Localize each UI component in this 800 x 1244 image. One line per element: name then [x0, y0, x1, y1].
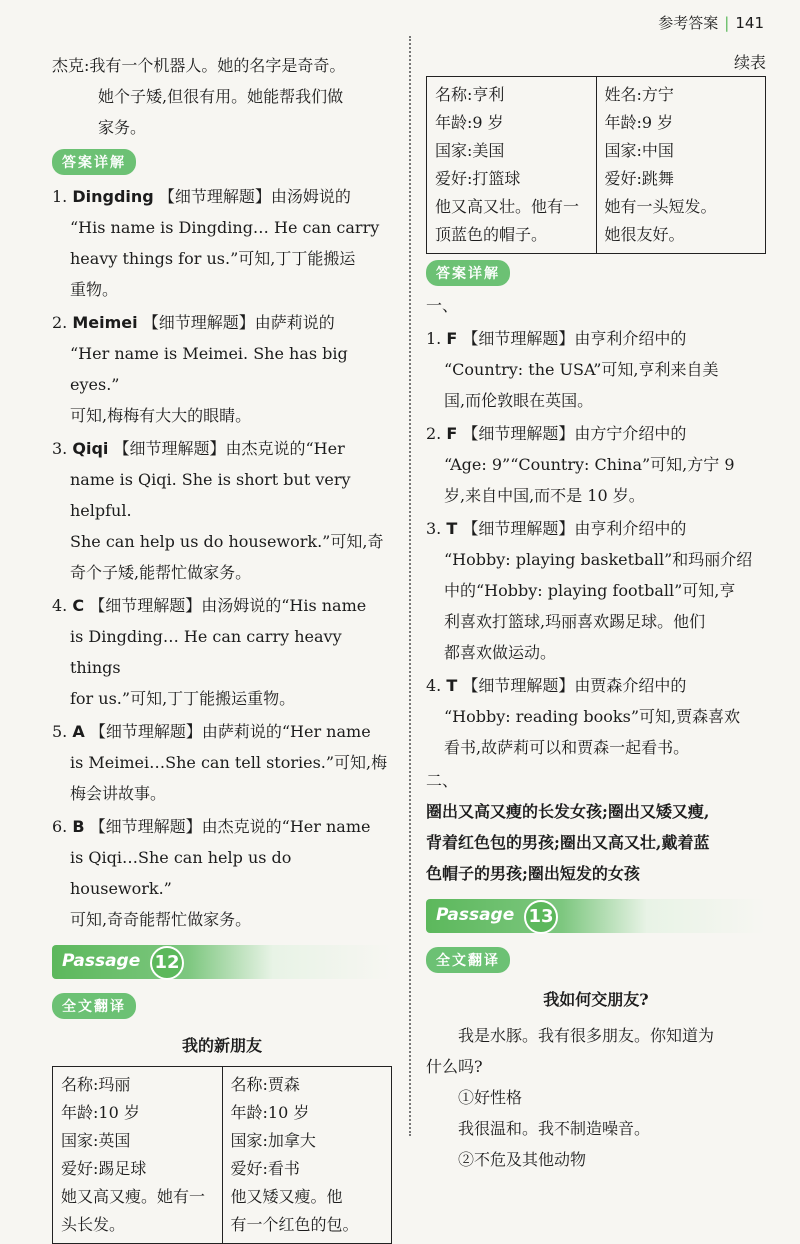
answer-key: Meimei	[72, 313, 138, 332]
intro-line: 家务。	[98, 118, 147, 137]
section-two-line: 圈出又高又瘦的长发女孩;圈出又矮又瘦,	[426, 802, 710, 821]
passage-label: Passage	[436, 905, 515, 925]
section-two-line: 色帽子的男孩;圈出短发的女孩	[426, 864, 640, 883]
passage-banner	[52, 945, 392, 979]
passage-label: Passage	[62, 951, 141, 971]
answer-key: B	[72, 817, 85, 836]
translation-badge: 全文翻译	[52, 993, 136, 1019]
right-column	[426, 50, 766, 1175]
answer-item: 2. F 【细节理解题】由方宁介绍中的 “Age: 9”“Country: China”可知,方宁 9 岁,来自中国,而不是 10 岁。	[426, 424, 735, 505]
answer-item: 4. C 【细节理解题】由汤姆说的“His name is Dingding… He can carry heavy things for us.”可知,丁丁能搬运重物。	[52, 596, 367, 708]
answer-item: 3. Qiqi 【细节理解题】由杰克说的“Her name is Qiqi. She is short but very helpful. She can help us do housework.”可知,奇 奇个子矮,能帮忙做家务。	[52, 439, 384, 582]
continued-label: 续表	[733, 53, 766, 72]
profile-table	[426, 76, 766, 254]
answer-key: T	[446, 676, 458, 695]
body-line: 我很温和。我不制造噪音。	[458, 1119, 651, 1138]
answer-item: 4. T 【细节理解题】由贾森介绍中的 “Hobby: reading books”可知,贾森喜欢 看书,故萨莉可以和贾森一起看书。	[426, 676, 741, 757]
header-separator: |	[724, 14, 730, 32]
intro-line: 她个子矮,但很有用。她能帮我们做	[98, 87, 344, 106]
answer-item: 1. F 【细节理解题】由亨利介绍中的 “Country: the USA”可知,亨利来自美 国,而伦敦眼在英国。	[426, 329, 719, 410]
section-number: 一、	[426, 296, 459, 315]
profile-cell: 名称:亨利 年龄:9 岁 国家:美国 爱好:打篮球 他又高又壮。他有一 顶蓝色的帽子。	[427, 77, 597, 254]
column-divider	[409, 36, 411, 1136]
left-column	[52, 50, 392, 1244]
body-line: ①好性格	[458, 1088, 523, 1107]
translation-title: 我如何交朋友?	[543, 990, 649, 1009]
answer-key: C	[72, 596, 85, 615]
answer-explanation-badge: 答案详解	[52, 149, 136, 175]
translation-title: 我的新朋友	[181, 1036, 262, 1055]
passage-number: 13	[524, 900, 558, 934]
section-title: 参考答案	[658, 14, 719, 32]
answer-item: 3. T 【细节理解题】由亨利介绍中的 “Hobby: playing basketball”和玛丽介绍 中的“Hobby: playing football”可知,亨 利喜欢打篮球,玛丽喜欢踢足球。他们 都喜欢做运动。	[426, 519, 753, 662]
section-number: 二、	[426, 771, 459, 790]
profile-cell: 名称:玛丽 年龄:10 岁 国家:英国 爱好:踢足球 她又高又瘦。她有一 头长发。	[53, 1067, 223, 1244]
answer-key: F	[446, 424, 458, 443]
passage-banner	[426, 899, 766, 933]
translation-badge: 全文翻译	[426, 947, 510, 973]
body-line: 什么吗?	[426, 1057, 483, 1076]
answer-item: 2. Meimei 【细节理解题】由萨莉说的 “Her name is Meimei. She has big eyes.” 可知,梅梅有大大的眼睛。	[52, 313, 348, 425]
section-two-line: 背着红色包的男孩;圈出又高又壮,戴着蓝	[426, 833, 710, 852]
passage-number: 12	[150, 946, 184, 980]
page-number: 141	[735, 14, 764, 32]
answer-key: Dingding	[72, 187, 154, 206]
intro-line: 杰克:我有一个机器人。她的名字是奇奇。	[52, 56, 346, 75]
answer-item: 1. Dingding 【细节理解题】由汤姆说的 “His name is Dingding… He can carry heavy things for us.”可知,丁丁能搬运 重物。	[52, 187, 380, 299]
page-header	[658, 12, 764, 33]
answer-key: F	[446, 329, 458, 348]
profile-cell: 名称:贾森 年龄:10 岁 国家:加拿大 爱好:看书 他又矮又瘦。他 有一个红色的包。	[222, 1067, 392, 1244]
answer-explanation-badge: 答案详解	[426, 260, 510, 286]
answer-item: 5. A 【细节理解题】由萨莉说的“Her name is Meimei…She can tell stories.”可知,梅 梅会讲故事。	[52, 722, 388, 803]
answer-key: Qiqi	[72, 439, 109, 458]
body-line: ②不危及其他动物	[458, 1150, 587, 1169]
answer-key: T	[446, 519, 458, 538]
answer-item: 6. B 【细节理解题】由杰克说的“Her name is Qiqi…She can help us do housework.” 可知,奇奇能帮忙做家务。	[52, 817, 371, 929]
profile-cell: 姓名:方宁 年龄:9 岁 国家:中国 爱好:跳舞 她有一头短发。 她很友好。	[596, 77, 766, 254]
answer-key: A	[72, 722, 85, 741]
body-line: 我是水豚。我有很多朋友。你知道为	[458, 1026, 715, 1045]
profile-table	[52, 1066, 392, 1244]
